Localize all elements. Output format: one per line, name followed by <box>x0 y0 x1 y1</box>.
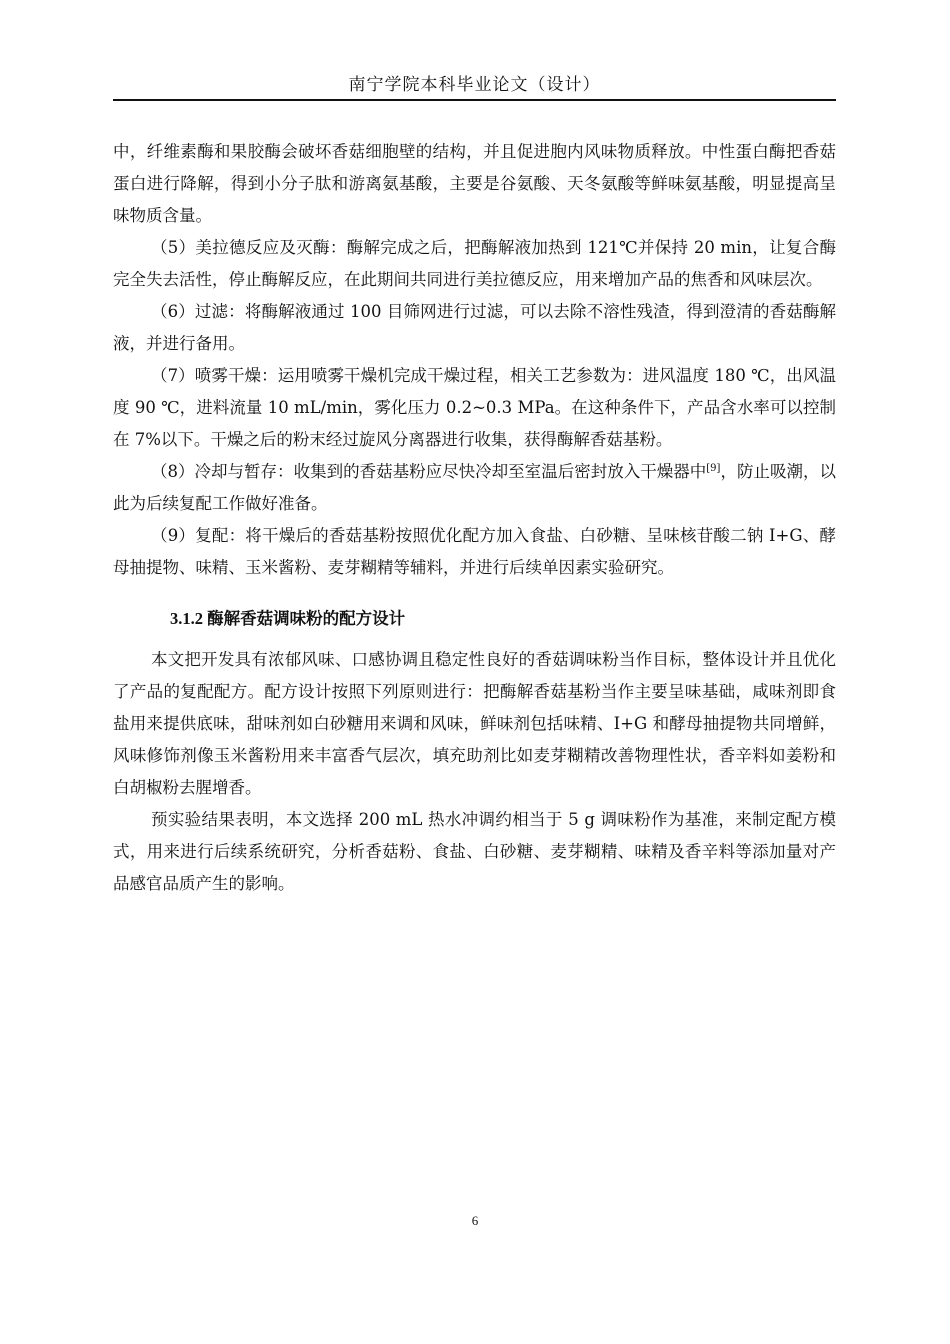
page-number: 6 <box>471 1213 479 1228</box>
paragraph-step-5-maillard: （5）美拉德反应及灭酶：酶解完成之后，把酶解液加热到 121℃并保持 20 min，让复合酶完全失去活性，停止酶解反应，在此期间共同进行美拉德反应，用来增加产品的焦香和风味层次。 <box>113 238 836 289</box>
header-divider <box>113 99 836 101</box>
paragraph-step-6-filtration: （6）过滤：将酶解液通过 100 目筛网进行过滤，可以去除不溶性残渣，得到澄清的香菇酶解液，并进行备用。 <box>113 302 836 353</box>
section-heading-3-1-2: 3.1.2 酶解香菇调味粉的配方设计 <box>170 609 406 628</box>
paragraph-step-8-cooling <box>113 456 836 520</box>
paragraph-pre-experiment: 预实验结果表明，本文选择 200 mL 热水冲调约相当于 5 g 调味粉作为基准，来制定配方模式，用来进行后续系统研究，分析香菇粉、食盐、白砂糖、麦芽糊精、味精及香辛料等添加量对产品感官品质产生的影响。 <box>113 810 836 893</box>
citation-reference: [9] <box>706 463 721 474</box>
paragraph-formula-design: 本文把开发具有浓郁风味、口感协调且稳定性良好的香菇调味粉当作目标，整体设计并且优化了产品的复配配方。配方设计按照下列原则进行：把酶解香菇基粉当作主要呈味基础，咸味剂即食盐用来提供底味，甜味剂如白砂糖用来调和风味，鲜味剂包括味精、I+G 和酵母抽提物共同增鲜，风味修饰剂像玉米酱粉用来丰富香气层次，填充助剂比如麦芽糊精改善物理性状，香辛料如姜粉和白胡椒粉去腥增香。 <box>113 650 836 797</box>
document-body <box>113 136 836 900</box>
paragraph-enzyme-effects: 中，纤维素酶和果胶酶会破坏香菇细胞壁的结构，并且促进胞内风味物质释放。中性蛋白酶把香菇蛋白进行降解，得到小分子肽和游离氨基酸，主要是谷氨酸、天冬氨酸等鲜味氨基酸，明显提高呈味物质含量。 <box>113 142 836 225</box>
paragraph-step-9-compounding: （9）复配：将干燥后的香菇基粉按照优化配方加入食盐、白砂糖、呈味核苷酸二钠 I+G、酵母抽提物、味精、玉米酱粉、麦芽糊精等辅料，并进行后续单因素实验研究。 <box>113 526 836 577</box>
step-8-text-before: （8）冷却与暂存：收集到的香菇基粉应尽快冷却至室温后密封放入干燥器中 <box>151 462 707 481</box>
paragraph-step-7-spray-drying: （7）喷雾干燥：运用喷雾干燥机完成干燥过程，相关工艺参数为：进风温度 180 ℃，出风温度 90 ℃，进料流量 10 mL/min，雾化压力 0.2~0.3 MPa。在这种条件下，产品含水率可以控制在 7%以下。干燥之后的粉末经过旋风分离器进行收集，获得酶解香菇基粉。 <box>113 366 836 449</box>
step-8-text-after: ，防止吸潮，以此为后续复配工作做好准备。 <box>113 462 837 513</box>
page-header-title: 南宁学院本科毕业论文（设计） <box>348 75 601 95</box>
